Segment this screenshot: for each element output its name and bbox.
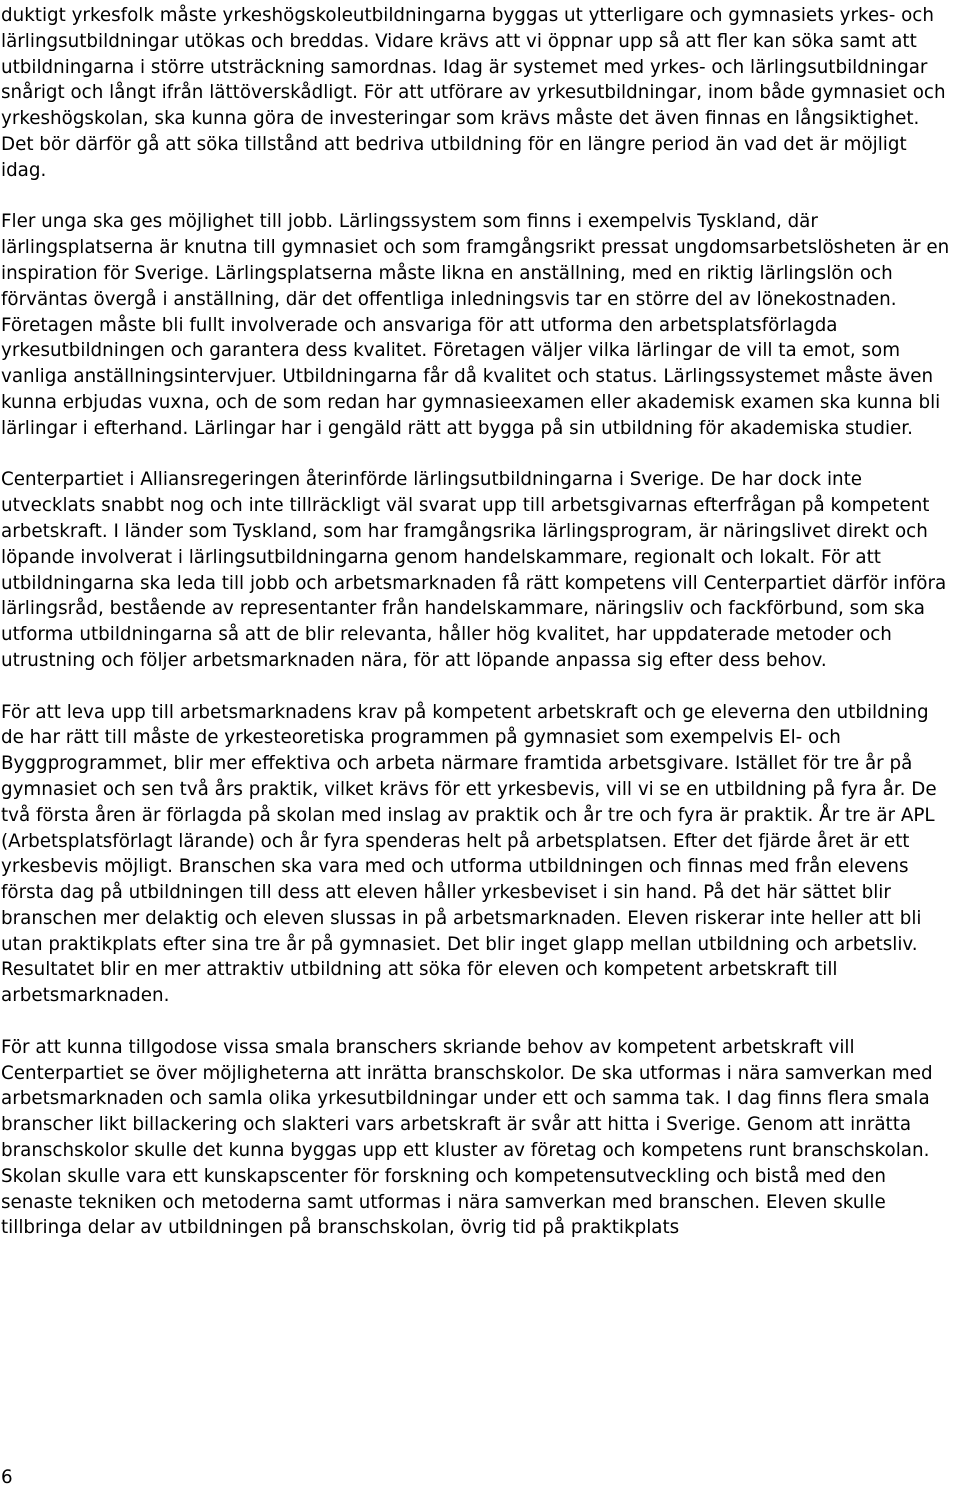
page-number: 6 (1, 1467, 13, 1488)
paragraph-1: duktigt yrkesfolk måste yrkeshögskoleutbildningarna byggas ut ytterligare och gymnasiets yrkes- och lärlingsutbildningar utökas och breddas. Vidare krävs att vi öppnar upp så att fler kan söka samt att utbildningarna i större utsträckning samordnas. Idag är systemet med yrkes- och lärlingsutbildningar snårigt och långt ifrån lättöverskådligt. För att utförare av yrkesutbildningar, inom både gymnasiet och yrkeshögskolan, ska kunna göra de investeringar som krävs måste det även finnas en långsiktighet. Det bör därför gå att söka tillstånd att bedriva utbildning för en längre period än vad det är möjligt idag. (1, 5, 946, 181)
paragraph-4: För att leva upp till arbetsmarknadens krav på kompetent arbetskraft och ge eleverna den utbildning de har rätt till måste de yrkesteoretiska programmen på gymnasiet som exempelvis El- och Byggprogrammet, blir mer effektiva och arbeta närmare framtida arbetsgivare. Istället för tre år på gymnasiet och sen två års praktik, vilket krävs för ett yrkesbevis, vill vi se en utbildning på fyra år. De två första åren är förlagda på skolan med inslag av praktik och år tre och fyra är praktik. År tre är APL (Arbetsplatsförlagt lärande) och år fyra spenderas helt på arbetsplatsen. Efter det fjärde året är ett yrkesbevis möjligt. Branschen ska vara med och utforma utbildningen och finnas med från elevens första dag på utbildningen till dess att eleven håller yrkesbeviset i sin hand. På det här sättet blir branschen mer delaktig och eleven slussas in på arbetsmarknaden. Eleven riskerar inte heller att bli utan praktikplats efter sina tre år på gymnasiet. Det blir inget glapp mellan utbildning och arbetsliv. Resultatet blir en mer attraktiv utbildning att söka för eleven och kompetent arbetskraft till arbetsmarknaden. (1, 701, 937, 1007)
paragraph-2: Fler unga ska ges möjlighet till jobb. Lärlingssystem som finns i exempelvis Tyskland, där lärlingsplatserna är knutna till gymnasiet och som framgångsrikt pressat ungdomsarbetslösheten är en inspiration för Sverige. Lärlingsplatserna måste likna en anställning, med en riktig lärlingslön och förväntas övergå i anställning, där det offentliga inledningsvis tar en större del av lönekostnaden. Företagen måste bli fullt involverade och ansvariga för att utforma den arbetsplatsförlagda yrkesutbildningen och garantera dess kvalitet. Företagen väljer vilka lärlingar de vill ta emot, som vanliga anställningsintervjuer. Utbildningarna får då kvalitet och status. Lärlingssystemet måste även kunna erbjudas vuxna, och de som redan har gymnasieexamen eller akademisk examen ska kunna bli lärlingar i efterhand. Lärlingar har i gengäld rätt att bygga på sin utbildning för akademiska studier. (1, 211, 950, 439)
paragraph-5: För att kunna tillgodose vissa smala branschers skriande behov av kompetent arbetskraft vill Centerpartiet se över möjligheterna att inrätta branschskolor. De ska utformas i nära samverkan med arbetsmarknaden och samla olika yrkesutbildningar under ett och samma tak. I dag finns flera smala branscher likt billackering och slakteri vars arbetskraft är svår att hitta i Sverige. Genom att inrätta branschskolor skulle det kunna byggas upp ett kluster av företag och kompetens runt branschskolan. Skolan skulle vara ett kunskapscenter för forskning och kompetensutveckling och bistå med den senaste tekniken och metoderna samt utformas i nära samverkan med branschen. Eleven skulle tillbringa delar av utbildningen på branschskolan, övrig tid på praktikplats (1, 1036, 933, 1239)
body-text (1, 3, 957, 1241)
paragraph-3: Centerpartiet i Alliansregeringen återinförde lärlingsutbildningarna i Sverige. De har dock inte utvecklats snabbt nog och inte tillräckligt väl svarat upp till arbetsgivarnas efterfrågan på kompetent arbetskraft. I länder som Tyskland, som har framgångsrika lärlingsprogram, är näringslivet direkt och löpande involverat i lärlingsutbildningarna genom handelskammare, regionalt och lokalt. För att utbildningarna ska leda till jobb och arbetsmarknaden få rätt kompetens vill Centerpartiet därför införa lärlingsråd, bestående av representanter från handelskammare, näringsliv och fackförbund, som ska utforma utbildningarna så att de blir relevanta, håller hög kvalitet, har uppdaterade metoder och utrustning och följer arbetsmarknaden nära, för att löpande anpassa sig efter dess behov. (1, 469, 947, 671)
